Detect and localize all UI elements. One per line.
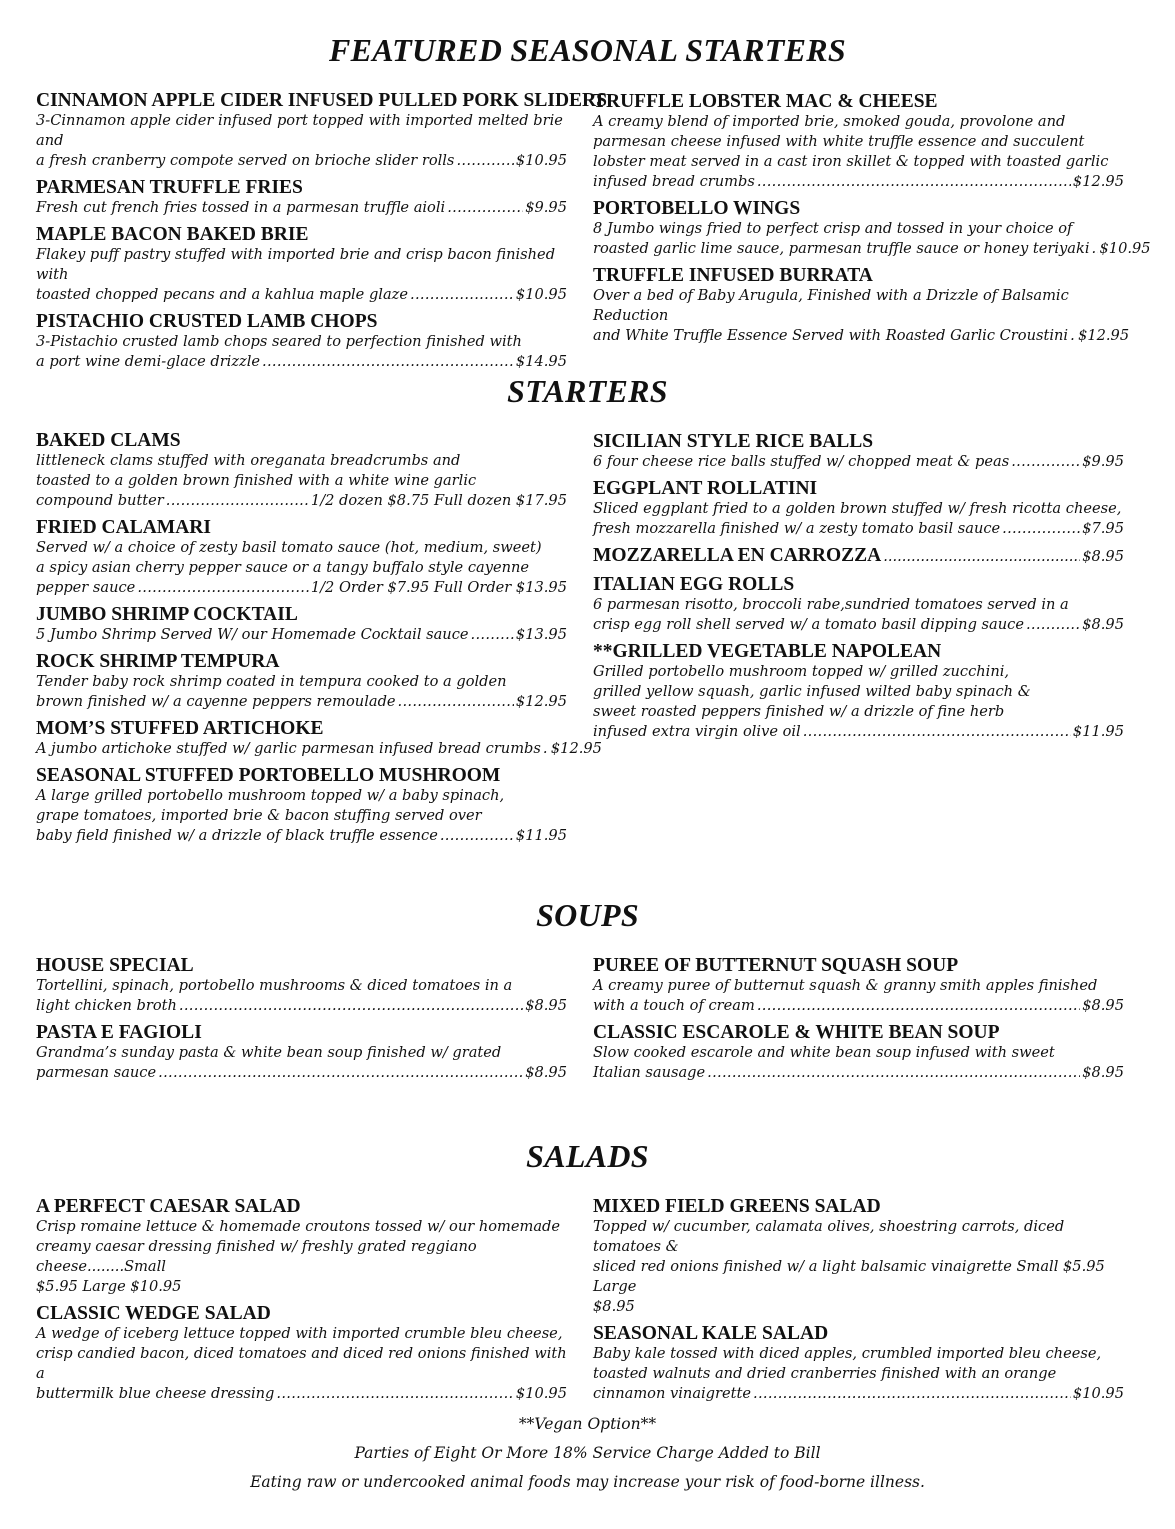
soups-right-column (593, 955, 1124, 1089)
price-leader (262, 352, 514, 372)
menu-item (593, 91, 1124, 192)
item-price-line (36, 578, 567, 598)
price-leader (1070, 326, 1076, 346)
item-price: $13.95 (515, 626, 567, 643)
item-description-end: roasted garlic lime sauce, parmesan truffle sauce or honey teriyaki (593, 240, 1090, 257)
item-description-end: infused extra virgin olive oil (593, 723, 801, 740)
menu-item (36, 224, 567, 305)
menu-item (593, 1022, 1124, 1083)
item-description-end: with a touch of cream (593, 997, 755, 1014)
item-price: $9.95 (525, 199, 567, 216)
item-description-end: baby field finished w/ a drizzle of black truffle essence (36, 827, 438, 844)
item-description-line: 8 Jumbo wings fried to perfect crisp and tossed in your choice of (593, 220, 1073, 237)
menu-item (36, 955, 567, 1016)
item-price: $11.95 (515, 827, 567, 844)
item-price: $8.95 (1082, 997, 1124, 1014)
item-description-end: cinnamon vinaigrette (593, 1385, 752, 1402)
item-description-line: lobster meat served in a cast iron skillet & topped with toasted garlic (593, 153, 1109, 170)
salads-right-column (593, 1196, 1124, 1410)
item-price-line (593, 326, 1130, 346)
item-description-end: buttermilk blue cheese dressing (36, 1385, 275, 1402)
price-leader (440, 826, 514, 846)
price-leader (471, 625, 514, 645)
item-name: MOZZARELLA EN CARROZZA (593, 545, 882, 566)
menu-item (593, 198, 1151, 259)
price-leader (757, 996, 1080, 1016)
item-price: $10.95 (1099, 240, 1151, 257)
item-name: TRUFFLE INFUSED BURRATA (593, 265, 873, 286)
item-description-line: $5.95 Large $10.95 (36, 1278, 182, 1295)
service-charge-note: Parties of Eight Or More 18% Service Charge Added to Bill (354, 1444, 821, 1462)
menu-item (36, 718, 602, 759)
item-description-end: compound butter (36, 492, 164, 509)
item-price-line (593, 1384, 1124, 1404)
item-description-line: Topped w/ cucumber, calamata olives, shoestring carrots, diced tomatoes & (593, 1218, 1065, 1255)
item-description-line: Baby kale tossed with diced apples, crumbled imported bleu cheese, (593, 1345, 1102, 1362)
starters-left-column (36, 430, 602, 852)
item-price: $8.95 (1082, 548, 1124, 565)
price-leader (179, 996, 523, 1016)
price-leader (1026, 615, 1080, 635)
item-description-end: crisp egg roll shell served w/ a tomato basil dipping sauce (593, 616, 1024, 633)
menu-item (36, 1022, 567, 1083)
menu-item (593, 478, 1124, 539)
price-leader (410, 285, 514, 305)
menu-item (593, 1196, 1124, 1317)
item-name: PUREE OF BUTTERNUT SQUASH SOUP (593, 955, 959, 976)
item-description-line: Flakey puff pastry stuffed with imported brie and crisp bacon finished with (36, 246, 556, 283)
item-description-end: parmesan sauce (36, 1064, 157, 1081)
featured-left-column (36, 90, 607, 378)
item-price-line (36, 826, 567, 846)
item-description-line: toasted to a golden brown finished with a white wine garlic (36, 472, 477, 489)
item-description-line: Crisp romaine lettuce & homemade croutons tossed w/ our homemade (36, 1218, 561, 1235)
item-price-line (593, 1063, 1124, 1083)
item-price: $11.95 (1072, 723, 1124, 740)
item-price: 1/2 dozen $8.75 Full dozen $17.95 (310, 492, 567, 509)
price-leader (276, 1384, 514, 1404)
starters-right-column (593, 431, 1124, 748)
item-price-line (36, 996, 567, 1016)
item-description-line: Sliced eggplant fried to a golden brown stuffed w/ fresh ricotta cheese, (593, 500, 1122, 517)
item-description-line: Tender baby rock shrimp coated in tempura cooked to a golden (36, 673, 507, 690)
item-description-line: Slow cooked escarole and white bean soup infused with sweet (593, 1044, 1055, 1061)
item-price: $8.95 (1082, 1064, 1124, 1081)
item-description-end: infused bread crumbs (593, 173, 755, 190)
soups-left-column (36, 955, 567, 1089)
item-description-line: A large grilled portobello mushroom topped w/ a baby spinach, (36, 787, 505, 804)
item-description-line: A creamy blend of imported brie, smoked gouda, provolone and (593, 113, 1066, 130)
item-description-end: fresh mozzarella finished w/ a zesty tomato basil sauce (593, 520, 1001, 537)
item-name: EGGPLANT ROLLATINI (593, 478, 818, 499)
item-price-line (593, 172, 1124, 192)
item-price-line (36, 1384, 567, 1404)
item-price-line (36, 491, 567, 511)
price-leader (1011, 452, 1080, 472)
item-name: TRUFFLE LOBSTER MAC & CHEESE (593, 91, 938, 112)
item-description-end: a fresh cranberry compote served on brioche slider rolls (36, 152, 455, 169)
item-description-line: A wedge of iceberg lettuce topped with imported crumble bleu cheese, (36, 1325, 563, 1342)
featured-title: FEATURED SEASONAL STARTERS (328, 32, 847, 68)
item-description-end: light chicken broth (36, 997, 177, 1014)
item-name: HOUSE SPECIAL (36, 955, 194, 976)
item-description-line: 3-Cinnamon apple cider infused port topped with imported melted brie and (36, 112, 563, 149)
item-name: FRIED CALAMARI (36, 517, 211, 538)
price-leader (753, 1384, 1071, 1404)
item-description-line: sliced red onions finished w/ a light balsamic vinaigrette Small $5.95 Large (593, 1258, 1105, 1295)
item-description-line: sweet roasted peppers finished w/ a drizzle of fine herb (593, 703, 1005, 720)
price-leader (803, 722, 1071, 742)
salads-title: SALADS (526, 1138, 649, 1174)
item-price-line (593, 722, 1124, 742)
item-price-line (36, 352, 567, 372)
item-price: $9.95 (1082, 453, 1124, 470)
item-name: SEASONAL STUFFED PORTOBELLO MUSHROOM (36, 765, 501, 786)
item-price: $12.95 (1072, 173, 1124, 190)
item-price: $8.95 (525, 997, 567, 1014)
menu-item (36, 651, 567, 712)
item-price: $10.95 (515, 1385, 567, 1402)
item-description-line: Tortellini, spinach, portobello mushrooms & diced tomatoes in a (36, 977, 513, 994)
item-price-line (36, 198, 567, 218)
item-name: PISTACHIO CRUSTED LAMB CHOPS (36, 311, 378, 332)
menu-item (593, 574, 1124, 635)
item-name: SICILIAN STYLE RICE BALLS (593, 431, 874, 452)
item-description-end: Italian sausage (593, 1064, 706, 1081)
item-name: BAKED CLAMS (36, 430, 181, 451)
menu-item (36, 177, 567, 218)
item-name: MIXED FIELD GREENS SALAD (593, 1196, 881, 1217)
item-description-end: A jumbo artichoke stuffed w/ garlic parmesan infused bread crumbs (36, 740, 541, 757)
item-description-line: A creamy puree of butternut squash & granny smith apples finished (593, 977, 1098, 994)
item-name: PORTOBELLO WINGS (593, 198, 801, 219)
price-leader (398, 692, 514, 712)
item-description-line: $8.95 (593, 1298, 635, 1315)
price-leader (707, 1063, 1080, 1083)
starters-right-top (593, 431, 1124, 539)
price-leader (1002, 519, 1080, 539)
item-name: **GRILLED VEGETABLE NAPOLEAN (593, 641, 942, 662)
item-name: PASTA E FAGIOLI (36, 1022, 202, 1043)
price-leader (447, 198, 523, 218)
item-name: JUMBO SHRIMP COCKTAIL (36, 604, 298, 625)
price-leader (1092, 239, 1098, 259)
item-description-end: brown finished w/ a cayenne peppers remoulade (36, 693, 396, 710)
menu-item (593, 641, 1124, 742)
menu-item-mozzarella (593, 545, 1124, 566)
item-price: $10.95 (515, 286, 567, 303)
menu-item (36, 1196, 567, 1297)
price-leader (757, 172, 1071, 192)
item-price: $12.95 (515, 693, 567, 710)
item-price-line (593, 996, 1124, 1016)
featured-right-column (593, 91, 1151, 352)
item-price: $12.95 (550, 740, 602, 757)
soups-title: SOUPS (536, 897, 639, 933)
menu-item (593, 1323, 1124, 1404)
item-description-line: Over a bed of Baby Arugula, Finished with a Drizzle of Balsamic Reduction (593, 287, 1069, 324)
item-name: PARMESAN TRUFFLE FRIES (36, 177, 303, 198)
item-name: SEASONAL KALE SALAD (593, 1323, 829, 1344)
item-description-line: a spicy asian cherry pepper sauce or a tangy buffalo style cayenne (36, 559, 530, 576)
menu-item (36, 430, 567, 511)
item-description-end: and White Truffle Essence Served with Roasted Garlic Croustini (593, 327, 1069, 344)
item-price-line (593, 239, 1151, 259)
item-price: $8.95 (1082, 616, 1124, 633)
item-description-line: 6 parmesan risotto, broccoli rabe,sundried tomatoes served in a (593, 596, 1069, 613)
item-description-end: pepper sauce (36, 579, 136, 596)
item-description-line: Grandma’s sunday pasta & white bean soup finished w/ grated (36, 1044, 502, 1061)
item-description-end: toasted chopped pecans and a kahlua maple glaze (36, 286, 408, 303)
item-description-line: 3-Pistachio crusted lamb chops seared to perfection finished with (36, 333, 522, 350)
menu-item (36, 311, 567, 372)
item-price: $10.95 (1072, 1385, 1124, 1402)
item-description-line: parmesan cheese infused with white truffle essence and succulent (593, 133, 1085, 150)
price-leader (883, 548, 1080, 565)
menu-item (36, 765, 567, 846)
starters-right-bottom (593, 574, 1124, 742)
item-description-line: crisp candied bacon, diced tomatoes and diced red onions finished with a (36, 1345, 567, 1382)
price-leader (543, 739, 549, 759)
item-description-line: creamy caesar dressing finished w/ freshly grated reggiano cheese........Small (36, 1238, 477, 1275)
item-description-end: 6 four cheese rice balls stuffed w/ chopped meat & peas (593, 453, 1010, 470)
item-price: $7.95 (1082, 520, 1124, 537)
item-price-line (593, 519, 1124, 539)
item-price-line (36, 285, 567, 305)
item-name: CINNAMON APPLE CIDER INFUSED PULLED PORK SLIDERS (36, 90, 607, 111)
item-name: CLASSIC ESCAROLE & WHITE BEAN SOUP (593, 1022, 1000, 1043)
item-price: $14.95 (515, 353, 567, 370)
price-leader (456, 151, 513, 171)
item-price-line (36, 1063, 567, 1083)
salads-left-column (36, 1196, 567, 1410)
food-safety-warning: Eating raw or undercooked animal foods may increase your risk of food-borne illness. (250, 1473, 925, 1491)
item-price-line (36, 151, 567, 171)
menu-item (593, 955, 1124, 1016)
menu-item (36, 604, 567, 645)
item-description-line: Served w/ a choice of zesty basil tomato sauce (hot, medium, sweet) (36, 539, 542, 556)
item-price: 1/2 Order $7.95 Full Order $13.95 (310, 579, 567, 596)
item-price: $10.95 (515, 152, 567, 169)
menu-item (36, 1303, 567, 1404)
price-leader (137, 578, 308, 598)
item-description-end: Fresh cut french fries tossed in a parmesan truffle aioli (36, 199, 446, 216)
item-price-line (593, 615, 1124, 635)
item-name: A PERFECT CAESAR SALAD (36, 1196, 301, 1217)
item-price: $8.95 (525, 1064, 567, 1081)
item-price-line (36, 739, 602, 759)
menu-item (593, 431, 1124, 472)
item-description-line: toasted walnuts and dried cranberries finished with an orange (593, 1365, 1057, 1382)
item-description-line: grape tomatoes, imported brie & bacon stuffing served over (36, 807, 482, 824)
item-description-end: a port wine demi-glace drizzle (36, 353, 261, 370)
menu-item (36, 90, 607, 171)
item-description-line: littleneck clams stuffed with oreganata breadcrumbs and (36, 452, 461, 469)
item-price-line (593, 452, 1124, 472)
item-description-line: grilled yellow squash, garlic infused wilted baby spinach & (593, 683, 1031, 700)
item-price-line (36, 692, 567, 712)
item-name: ITALIAN EGG ROLLS (593, 574, 795, 595)
item-price: $12.95 (1078, 327, 1130, 344)
item-name: CLASSIC WEDGE SALAD (36, 1303, 271, 1324)
menu-item (36, 517, 567, 598)
starters-title: STARTERS (507, 373, 668, 409)
item-name: ROCK SHRIMP TEMPURA (36, 651, 280, 672)
item-description-line: Grilled portobello mushroom topped w/ grilled zucchini, (593, 663, 1010, 680)
item-price-line (36, 625, 567, 645)
item-name: MOM’S STUFFED ARTICHOKE (36, 718, 324, 739)
item-name: MAPLE BACON BAKED BRIE (36, 224, 309, 245)
price-leader (166, 491, 309, 511)
menu-item (593, 265, 1130, 346)
item-description-end: 5 Jumbo Shrimp Served W/ our Homemade Cocktail sauce (36, 626, 469, 643)
vegan-note: **Vegan Option** (518, 1415, 657, 1433)
price-leader (158, 1063, 523, 1083)
